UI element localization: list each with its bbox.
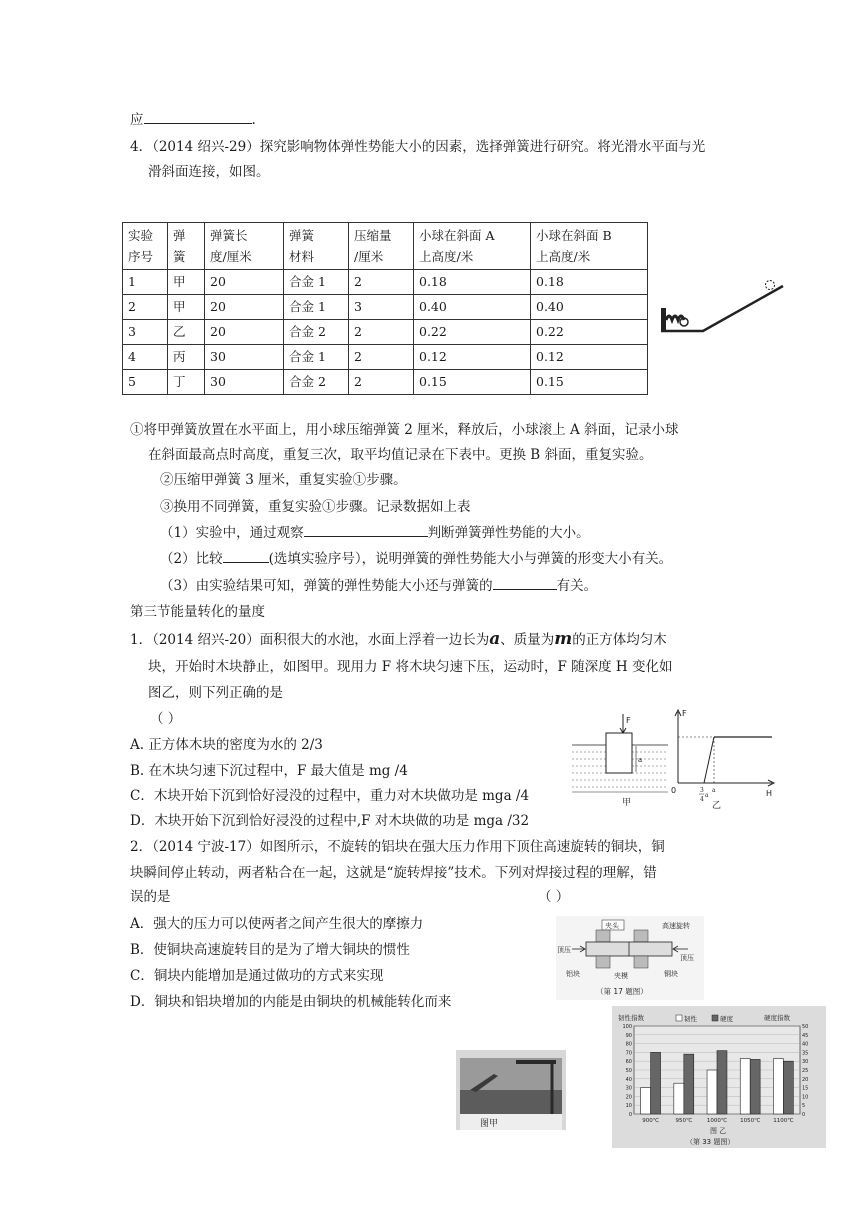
right-tick-label: 0	[802, 1112, 806, 1118]
table-header-cell: 压缩量 /厘米	[349, 223, 414, 270]
table-cell: 20	[205, 270, 284, 295]
left-tick-label: 60	[625, 1059, 632, 1066]
section-title: 第三节能量转化的量度	[130, 604, 265, 620]
p1-line3: 图乙，则下列正确的是	[148, 685, 283, 701]
table-cell: 2	[349, 345, 414, 370]
p2-option-a: A．强大的压力可以使两者之间产生很大的摩擦力	[130, 916, 424, 932]
table-cell: 30	[205, 370, 284, 395]
bar-toughness	[641, 1088, 651, 1114]
f-axis-label: F	[682, 709, 687, 718]
category-label: 1100℃	[773, 1118, 794, 1124]
spring-ramp-diagram	[658, 276, 788, 336]
label-jiatou: 夹头	[605, 922, 619, 930]
table-row	[123, 320, 648, 345]
table-header-cell: 小球在斜面 A 上高度/米	[414, 223, 531, 270]
h-axis-label: H	[766, 789, 773, 798]
table-cell: 3	[349, 295, 414, 320]
table-cell: 0.40	[414, 295, 531, 320]
bar-hardness	[750, 1059, 760, 1114]
step-1b: 在斜面最高点时高度，重复三次，取平均值记录在下表中。更换 B 斜面，重复实验。	[148, 447, 653, 463]
table-header-cell: 弹簧 材料	[284, 223, 349, 270]
right-tick-label: 35	[802, 1050, 809, 1057]
table-row	[123, 295, 648, 320]
left-tick-label: 80	[625, 1041, 632, 1048]
table-cell: 0.15	[531, 370, 648, 395]
origin-label: 0	[671, 786, 677, 795]
table-cell: 3	[123, 320, 168, 345]
table-cell: 0.22	[531, 320, 648, 345]
table-cell: 0.15	[414, 370, 531, 395]
step-1a: ①将甲弹簧放置在水平面上，用小球压缩弹簧 2 厘米，释放后，小球滚上 A 斜面，记录小球	[130, 422, 679, 438]
table-header-cell: 实验 序号	[123, 223, 168, 270]
table-cell: 4	[123, 345, 168, 370]
table-cell: 30	[205, 345, 284, 370]
legend-swatch-toughness	[676, 1015, 682, 1021]
left-axis-title: 韧性指数	[618, 1014, 644, 1022]
p2-line2: 块瞬间停止转动，两者粘合在一起，这就是“旋转焊接”技术。下列对焊接过程的理解，错	[130, 865, 657, 881]
right-tick-label: 25	[802, 1068, 809, 1074]
p1-option-a: A. 正方体木块的密度为水的 2/3	[130, 737, 323, 753]
left-tick-label: 90	[625, 1032, 632, 1039]
p2-line1: 2．（2014 宁波-17）如图所示，不旋转的铝块在强大压力作用下顶住高速旋转的铜块，铜	[130, 839, 665, 855]
label-lvkuai: 铝块	[566, 970, 580, 978]
left-tick-label: 10	[625, 1103, 632, 1110]
p2-option-c: C．铜块内能增加是通过做功的方式来实现	[130, 968, 384, 984]
q4-line1: 4．（2014 绍兴-29）探究影响物体弹性势能大小的因素，选择弹簧进行研究。将光滑水平面与光	[130, 139, 706, 155]
table-cell: 合金 1	[284, 345, 349, 370]
experiment-table	[122, 222, 648, 395]
p1-option-b: B. 在木块匀速下沉过程中，F 最大值是 mg /4	[130, 763, 408, 779]
table-cell: 合金 1	[284, 270, 349, 295]
fig33-caption: （第 33 题图）	[686, 1138, 735, 1146]
table-cell: 1	[123, 270, 168, 295]
q4-line2: 滑斜面连接，如图。	[148, 164, 270, 180]
step-2: ②压缩甲弹簧 3 厘米，重复实验①步骤。	[160, 472, 407, 488]
table-cell: 0.12	[531, 345, 648, 370]
tick-a-label: a	[712, 787, 716, 794]
step-3: ③换用不同弹簧，重复实验①步骤。记录数据如上表	[160, 499, 471, 515]
table-row	[123, 270, 648, 295]
p1-line1: 1．（2014 绍兴-20）面积很大的水池，水面上浮着一边长为a、质量为m的正方体均匀木	[130, 629, 667, 649]
bar-toughness	[740, 1059, 750, 1114]
right-tick-label: 30	[802, 1059, 809, 1066]
category-label: 1000℃	[706, 1118, 728, 1124]
p1-option-c: C．木块开始下沉到恰好浸没的过程中，重力对木块做功是 mga /4	[130, 788, 530, 804]
category-label: 900℃	[642, 1118, 659, 1124]
right-tick-label: 20	[802, 1076, 809, 1083]
fig-jia-block-pool	[570, 712, 670, 808]
p1-answer-paren: （ ）	[150, 711, 182, 727]
table-cell: 0.18	[531, 270, 648, 295]
table-header-row	[123, 223, 648, 270]
table-cell: 丁	[168, 370, 205, 395]
bar-toughness	[674, 1083, 684, 1114]
frac-den: 4	[700, 796, 704, 803]
frac-num: 3	[700, 787, 704, 794]
category-label: 950℃	[675, 1118, 693, 1124]
bar-hardness	[783, 1061, 793, 1114]
table-cell: 2	[349, 270, 414, 295]
right-tick-label: 40	[802, 1041, 809, 1048]
fig17-welding-diagram	[556, 916, 704, 1000]
table-cell: 0.40	[531, 295, 648, 320]
left-tick-label: 50	[625, 1068, 632, 1074]
table-row	[123, 370, 648, 395]
p1-line2: 块，开始时木块静止，如图甲。现用力 F 将木块匀速下压，运动时，F 随深度 H 变化如	[148, 659, 673, 675]
table-row	[123, 345, 648, 370]
table-cell: 合金 2	[284, 370, 349, 395]
left-tick-label: 70	[625, 1050, 632, 1057]
p2-option-d: D．铜块和铝块增加的内能是由铜块的机械能转化而来	[130, 994, 452, 1010]
table-header-cell: 小球在斜面 B 上高度/米	[531, 223, 648, 270]
frac-a: a	[705, 792, 709, 799]
table-cell: 0.18	[414, 270, 531, 295]
p1-option-d: D．木块开始下沉到恰好浸没的过程中,F 对木块做的功是 mga /32	[130, 813, 530, 829]
table-cell: 合金 1	[284, 295, 349, 320]
photo-jia-label: 图甲	[480, 1119, 499, 1129]
table-cell: 5	[123, 370, 168, 395]
force-label: F	[626, 716, 631, 725]
table-cell: 甲	[168, 270, 205, 295]
side-length-label: a	[638, 756, 643, 764]
table-header-cell: 弹簧长 度/厘米	[205, 223, 284, 270]
left-tick-label: 30	[625, 1085, 632, 1092]
p2-answer-paren: （ ）	[538, 889, 570, 905]
table-header-cell: 弹 簧	[168, 223, 205, 270]
legend-toughness: 韧性	[684, 1015, 697, 1023]
bar-hardness	[684, 1054, 694, 1114]
p2-line3: 误的是	[130, 889, 171, 905]
photo-figure-jia	[456, 1050, 566, 1130]
table-cell: 0.22	[414, 320, 531, 345]
fig-yi-force-graph	[668, 708, 778, 812]
table-cell: 2	[349, 320, 414, 345]
right-tick-label: 10	[802, 1094, 809, 1101]
bar-toughness	[773, 1059, 783, 1114]
label-dingya-right: 顶压	[680, 954, 694, 962]
table-cell: 丙	[168, 345, 205, 370]
table-cell: 2	[123, 295, 168, 320]
label-tongkuai: 铜块	[664, 970, 678, 978]
fig-yi-label: 乙	[712, 801, 722, 811]
table-cell: 乙	[168, 320, 205, 345]
right-tick-label: 50	[802, 1024, 809, 1030]
left-tick-label: 0	[628, 1112, 632, 1118]
fig17-caption: （第 17 题图）	[596, 987, 648, 996]
right-axis-title: 硬度指数	[764, 1014, 790, 1022]
label-dingya-left: 顶压	[557, 946, 571, 954]
table-cell: 20	[205, 320, 284, 345]
category-label: 1050℃	[740, 1118, 761, 1124]
table-cell: 0.12	[414, 345, 531, 370]
sub-question-3: （3）由实验结果可知，弹簧的弹性势能大小还与弹簧的 有关。	[160, 578, 598, 594]
right-tick-label: 15	[802, 1085, 809, 1092]
left-tick-label: 40	[625, 1076, 632, 1083]
bar-hardness	[717, 1051, 727, 1114]
bar-hardness	[651, 1052, 661, 1114]
table-cell: 合金 2	[284, 320, 349, 345]
fig33-subfig-label: 图 乙	[710, 1127, 727, 1135]
table-cell: 20	[205, 295, 284, 320]
p2-option-b: B．使铜块高速旋转目的是为了增大铜块的惯性	[130, 942, 410, 958]
right-tick-label: 5	[802, 1103, 806, 1110]
legend-hardness: 硬度	[720, 1015, 733, 1023]
right-tick-label: 45	[802, 1032, 809, 1039]
fig33-bar-chart	[612, 1006, 826, 1148]
fig-jia-label: 甲	[622, 798, 632, 808]
left-tick-label: 100	[622, 1024, 632, 1030]
table-cell: 2	[349, 370, 414, 395]
table-cell: 甲	[168, 295, 205, 320]
label-gaosu: 高速旋转	[662, 922, 690, 930]
legend-swatch-hardness	[712, 1015, 718, 1021]
bar-toughness	[707, 1070, 717, 1114]
left-tick-label: 20	[625, 1094, 632, 1101]
sub-question-1: （1）实验中，通过观察 判断弹簧弹性势能的大小。	[160, 525, 590, 541]
label-jiamo: 夹模	[614, 972, 628, 980]
answer-line-top: 应 .	[130, 112, 256, 128]
sub-question-2: （2）比较 (选填实验序号），说明弹簧的弹性势能大小与弹簧的形变大小有关。	[160, 551, 673, 567]
